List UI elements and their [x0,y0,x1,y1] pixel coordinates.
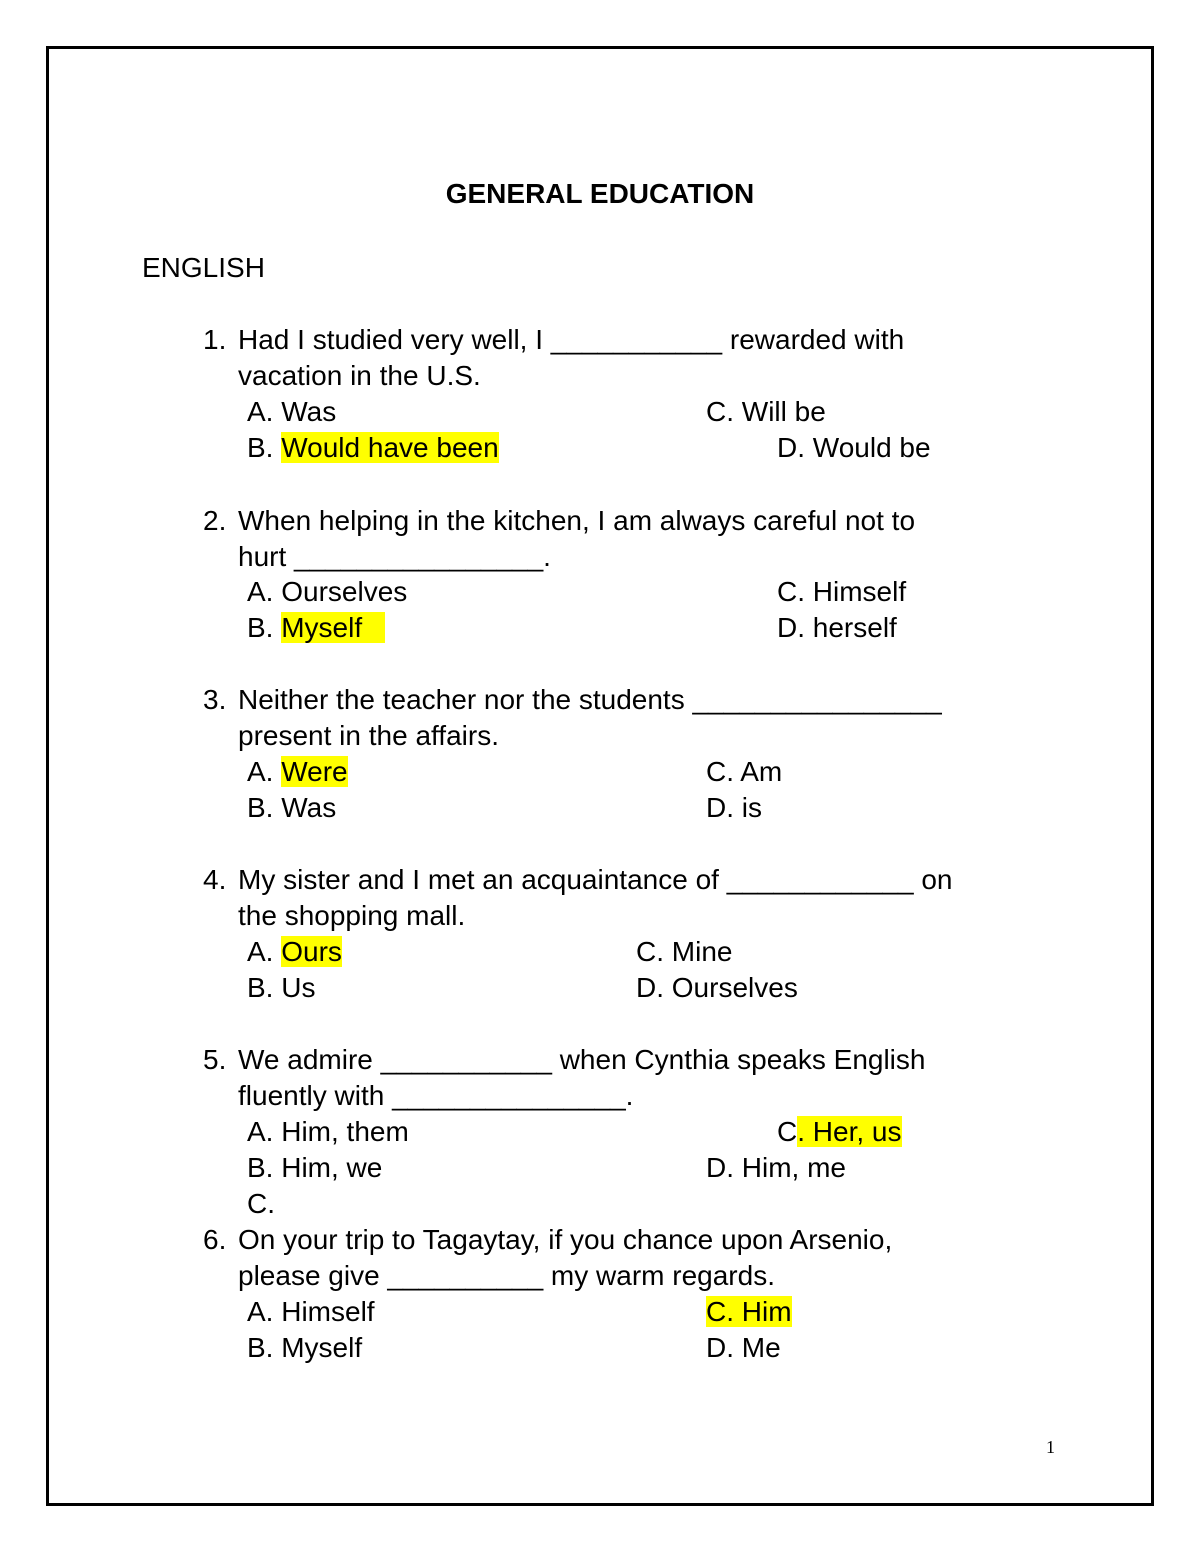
option-text: Himself [281,1296,375,1327]
option-b [247,611,385,645]
question-text-line1: On your trip to Tagaytay, if you chance upon Arsenio, [238,1224,893,1255]
question-number: 4. [203,864,227,895]
answer-highlight: . Her, us [797,1116,902,1147]
option-label: A. [247,1116,282,1147]
question-text-line1: When helping in the kitchen, I am always careful not to [238,505,916,536]
question-number: 2. [203,505,227,536]
answer-highlight: Were [281,756,348,787]
page-title: GENERAL EDUCATION [445,178,755,209]
option-text: Ourselves [671,972,798,1003]
option-label: C. [706,756,741,787]
option-label: B. [247,1152,282,1183]
question-number: 6. [203,1224,227,1255]
option-text: Us [281,972,316,1003]
option-label: C. [636,936,672,967]
option-a [247,1295,375,1329]
option-a [247,935,342,969]
option-c [706,1295,792,1329]
option-d [706,1151,846,1185]
option-text: Mine [671,936,733,967]
option-label: C. [777,576,813,607]
option-label: D. [706,792,742,823]
question-text-line2: present in the affairs. [238,720,499,751]
option-b [247,971,315,1005]
question-number: 1. [203,324,227,355]
question-text-line1: Neither the teacher nor the students ________________ [238,684,942,715]
option-text: Am [740,756,783,787]
option-a [247,1115,409,1149]
option-text: Him, them [281,1116,409,1147]
answer-highlight: Myself [281,612,386,643]
option-text: Myself [281,1332,363,1363]
option-text: is [741,792,763,823]
option-c [777,1115,902,1149]
question-text-line2: please give __________ my warm regards. [238,1260,775,1291]
option-text: Ourselves [281,576,408,607]
option-label: B. [247,792,282,823]
answer-highlight: C. Him [706,1296,792,1327]
section-heading: ENGLISH [142,252,265,283]
option-c [706,395,826,429]
option-text: Him, we [281,1152,383,1183]
option-label: B. [247,432,282,463]
option-label: C [777,1116,798,1147]
option-text: Himself [812,576,907,607]
stray-option-label: C. [247,1188,275,1219]
answer-highlight: Ours [281,936,342,967]
option-b [247,791,336,825]
answer-highlight: Would have been [281,432,499,463]
question-text-line1: My sister and I met an acquaintance of ____________ on [238,864,953,895]
option-text: Me [741,1332,781,1363]
option-text: Will be [741,396,826,427]
question-text-line2: fluently with _______________. [238,1080,634,1111]
option-label: A. [247,396,282,427]
option-label: D. [636,972,672,1003]
option-d [706,791,762,825]
option-a [247,575,407,609]
option-d [777,611,897,645]
question-number: 5. [203,1044,227,1075]
option-label: A. [247,1296,282,1327]
option-label: B. [247,612,282,643]
option-c [636,935,732,969]
option-a [247,755,348,789]
option-label: D. [706,1332,742,1363]
option-c [777,575,906,609]
question-text-line2: hurt ________________. [238,541,551,572]
question-text-line2: the shopping mall. [238,900,466,931]
option-label: D. [706,1152,742,1183]
question-text-line1: Had I studied very well, I ___________ rewarded with [238,324,905,355]
option-b [247,1151,382,1185]
option-label: D. [777,612,813,643]
option-a [247,395,336,429]
option-text: Was [281,396,337,427]
option-d [777,431,931,465]
option-d [636,971,798,1005]
option-label: A. [247,936,282,967]
option-label: A. [247,576,282,607]
question-text-line1: We admire ___________ when Cynthia speaks English [238,1044,926,1075]
option-b [247,431,499,465]
option-text: herself [812,612,897,643]
option-c [706,755,782,789]
question-text-line2: vacation in the U.S. [238,360,481,391]
option-d [706,1331,781,1365]
page-number: 1 [1046,1437,1055,1457]
option-label: D. [777,432,813,463]
option-b [247,1331,362,1365]
option-label: B. [247,972,282,1003]
option-label: A. [247,756,282,787]
option-text: Would be [812,432,931,463]
option-label: C. [706,396,742,427]
option-text: Was [281,792,337,823]
option-text: Him, me [741,1152,847,1183]
option-label: B. [247,1332,282,1363]
question-number: 3. [203,684,227,715]
